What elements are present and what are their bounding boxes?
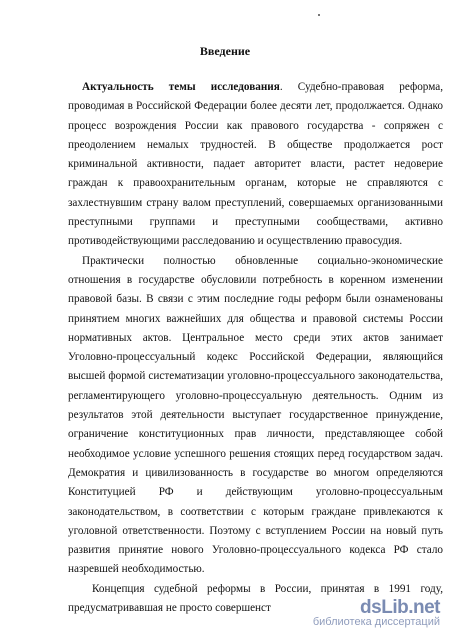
text-line: граждан к правоохранительным органам, которые не справляются с [68,177,443,189]
text-line: противодействующими расследованию и осуществлению правосудия. [68,235,403,247]
watermark-caption: библиотека диссертаций [312,616,440,628]
text-line: отношения в государстве обусловили потребность в коренном изменении [68,274,443,286]
text-line: Конституцией РФ и действующим уголовно-процессуальным [68,486,443,498]
text-line: Уголовно-процессуальный кодекс Российской Федерации, являющийся [68,351,443,363]
text-line: преодолением немалых трудностей. В обществе продолжается рост [68,139,443,151]
text-line: Концепция судебной реформы в России, принятая в 1991 году, [92,583,443,595]
text-line: захлестнувшим страну валом преступлений, совершаемых организованными [68,197,443,209]
bold-lead-phrase: Актуальность темы исследования [82,81,280,93]
watermark-logo: dsLib.net [360,597,440,618]
text-line: назревшей необходимостью. [68,563,205,575]
text-line: Практически полностью обновленные социально-экономические [82,255,443,267]
text-line: нормативных актов. Центральное место среди этих актов занимает [68,332,443,344]
text-line: высшей формой систематизации уголовно-процессуального законодательства, [68,370,443,382]
text-line: предусматривавшая не просто совершенст [68,602,271,614]
text-line: развития принятие нового Уголовно-процессуального кодекса РФ стало [68,544,443,556]
text-line: необходимое условие успешного решения стоящих перед государством задач. [68,448,443,460]
text-line: законодательством, в соответствии с которым граждане привлекаются к [68,506,443,518]
text-line: правовой базы. В связи с этим последние годы реформ были ознаменованы [68,293,443,305]
text-line: проводимая в Российской Федерации более десяти лет, продолжается. Однако [68,100,443,112]
text-line: регламентирующего уголовно-процессуальную деятельность. Одним из [68,390,443,402]
text-line: преступными группами и преступными сообществами, активно [68,216,443,228]
text-line: ограничение конституционных прав личности, представляющее собой [68,428,443,440]
scan-speck [318,14,320,16]
section-heading: Введение [199,44,251,58]
text-line: процесс возрождения России как правового государства - сопряжен с [68,120,443,132]
text-line: принятием многих важнейших для общества и правовой системы России [68,313,443,325]
dslib-watermark [270,597,440,627]
text-line: результатов этой деятельности выступает государственное принуждение, [68,409,443,421]
text-line: Демократия и цивилизованность в государстве во многом определяются [68,467,443,479]
text-line: криминальной активности, падает авторитет власти, растет недоверие [68,158,443,170]
text-line: Актуальность темы исследования. Судебно-правовая реформа, [82,81,443,93]
text-line: уголовной ответственности. Поэтому с вступлением России на новый путь [68,525,443,537]
